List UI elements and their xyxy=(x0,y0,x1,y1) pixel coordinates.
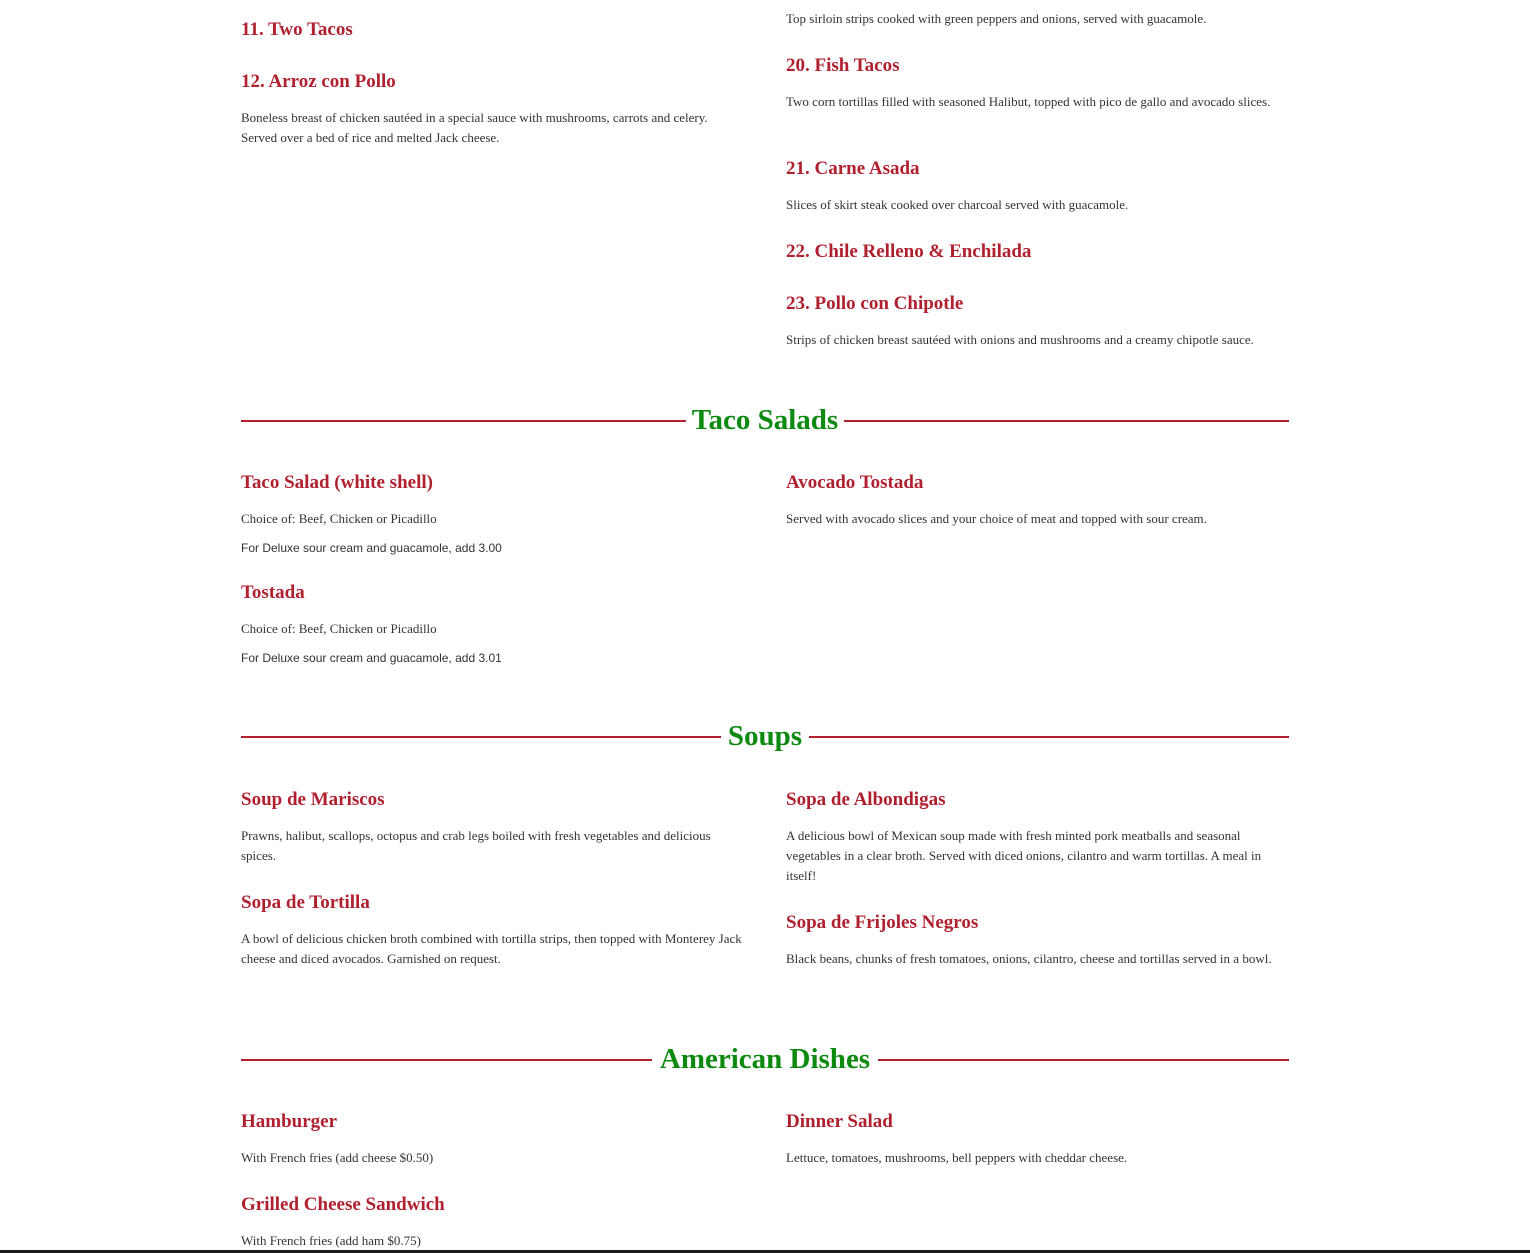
menu-item-title: Dinner Salad xyxy=(786,1111,893,1132)
section-heading-american-dishes xyxy=(241,1039,1289,1079)
menu-item-description: Top sirloin strips cooked with green peppers and onions, served with guacamole. xyxy=(786,11,1207,26)
menu-item-title: Sopa de Tortilla xyxy=(241,892,370,913)
menu-item-description: With French fries (add cheese $0.50) xyxy=(241,1150,434,1165)
menu-item-title: 11. Two Tacos xyxy=(241,19,353,40)
section-heading-soups xyxy=(241,716,1289,756)
menu-item-description: Choice of: Beef, Chicken or Picadillo xyxy=(241,621,437,636)
section-title: Taco Salads xyxy=(691,404,839,436)
menu-item-description: With French fries (add ham $0.75) xyxy=(241,1233,421,1248)
menu-item-title: 21. Carne Asada xyxy=(786,158,920,179)
menu-item-description: Choice of: Beef, Chicken or Picadillo xyxy=(241,511,437,526)
menu-item-two-tacos xyxy=(241,18,744,42)
menu-item-sopa-de-tortilla xyxy=(241,891,744,966)
menu-item-pollo-con-chipotle xyxy=(786,292,1289,347)
section-title: American Dishes xyxy=(659,1043,871,1075)
divider xyxy=(809,736,1289,738)
menu-item-dinner-salad xyxy=(786,1110,1289,1165)
menu-item-description: Boneless breast of chicken sautéed in a special sauce with mushrooms, carrots and celery. Served over a bed of rice and melted Jack cheese. xyxy=(241,110,708,145)
menu-item-title: 22. Chile Relleno & Enchilada xyxy=(786,241,1032,262)
menu-item-sopa-de-albondigas xyxy=(786,788,1289,883)
section-heading-taco-salads xyxy=(241,400,1289,440)
divider xyxy=(844,420,1289,422)
menu-item-carne-asada xyxy=(786,157,1289,212)
menu-item-title: Hamburger xyxy=(241,1111,338,1132)
menu-item-chile-relleno xyxy=(786,240,1289,264)
menu-item-title: 23. Pollo con Chipotle xyxy=(786,293,964,314)
menu-item-description: A delicious bowl of Mexican soup made with fresh minted pork meatballs and seasonal vegetables in a clear broth. Served with diced onions, cilantro and warm tortillas. A meal in itself! xyxy=(786,828,1262,883)
menu-item-title: Avocado Tostada xyxy=(786,472,924,493)
menu-item-description: Slices of skirt steak cooked over charcoal served with guacamole. xyxy=(786,197,1129,212)
divider xyxy=(878,1059,1289,1061)
menu-item-title: 12. Arroz con Pollo xyxy=(241,71,396,92)
menu-item-avocado-tostada xyxy=(786,471,1289,526)
menu-item-title: Soup de Mariscos xyxy=(241,789,385,810)
menu-item-description: Prawns, halibut, scallops, octopus and crab legs boiled with fresh vegetables and delicious spices. xyxy=(241,828,711,863)
menu-item-hamburger xyxy=(241,1110,744,1165)
menu-item-arroz-con-pollo xyxy=(241,70,744,145)
menu-item-title: Taco Salad (white shell) xyxy=(241,472,433,493)
menu-item-description: Strips of chicken breast sautéed with onions and mushrooms and a creamy chipotle sauce. xyxy=(786,332,1254,347)
menu-item-title: Grilled Cheese Sandwich xyxy=(241,1194,445,1215)
menu-item-description: Lettuce, tomatoes, mushrooms, bell peppers with cheddar cheese. xyxy=(786,1150,1128,1165)
menu-item-description: Served with avocado slices and your choice of meat and topped with sour cream. xyxy=(786,511,1207,526)
menu-item-taco-salad xyxy=(241,471,744,555)
menu-item-title: Tostada xyxy=(241,582,305,603)
menu-item-title: Sopa de Frijoles Negros xyxy=(786,912,979,933)
menu-item-grilled-cheese xyxy=(241,1193,744,1248)
menu-item-note: For Deluxe sour cream and guacamole, add 3.00 xyxy=(241,541,502,555)
menu-item-title: Sopa de Albondigas xyxy=(786,789,946,810)
menu-item-note: For Deluxe sour cream and guacamole, add 3.01 xyxy=(241,651,502,665)
menu-item-description: Two corn tortillas filled with seasoned Halibut, topped with pico de gallo and avocado slices. xyxy=(786,94,1271,109)
menu-item-title: 20. Fish Tacos xyxy=(786,55,900,76)
menu-item-description: A bowl of delicious chicken broth combined with tortilla strips, then topped with Monterey Jack cheese and diced avocados. Garnished on request. xyxy=(241,931,742,966)
menu-item-tostada xyxy=(241,581,744,665)
menu-item-soup-de-mariscos xyxy=(241,788,744,863)
menu-item-fish-tacos xyxy=(786,54,1289,109)
menu-item-sopa-de-frijoles-negros xyxy=(786,911,1289,966)
section-title: Soups xyxy=(727,720,803,752)
menu-item-description: Black beans, chunks of fresh tomatoes, onions, cilantro, cheese and tortillas served in a bowl. xyxy=(786,951,1272,966)
